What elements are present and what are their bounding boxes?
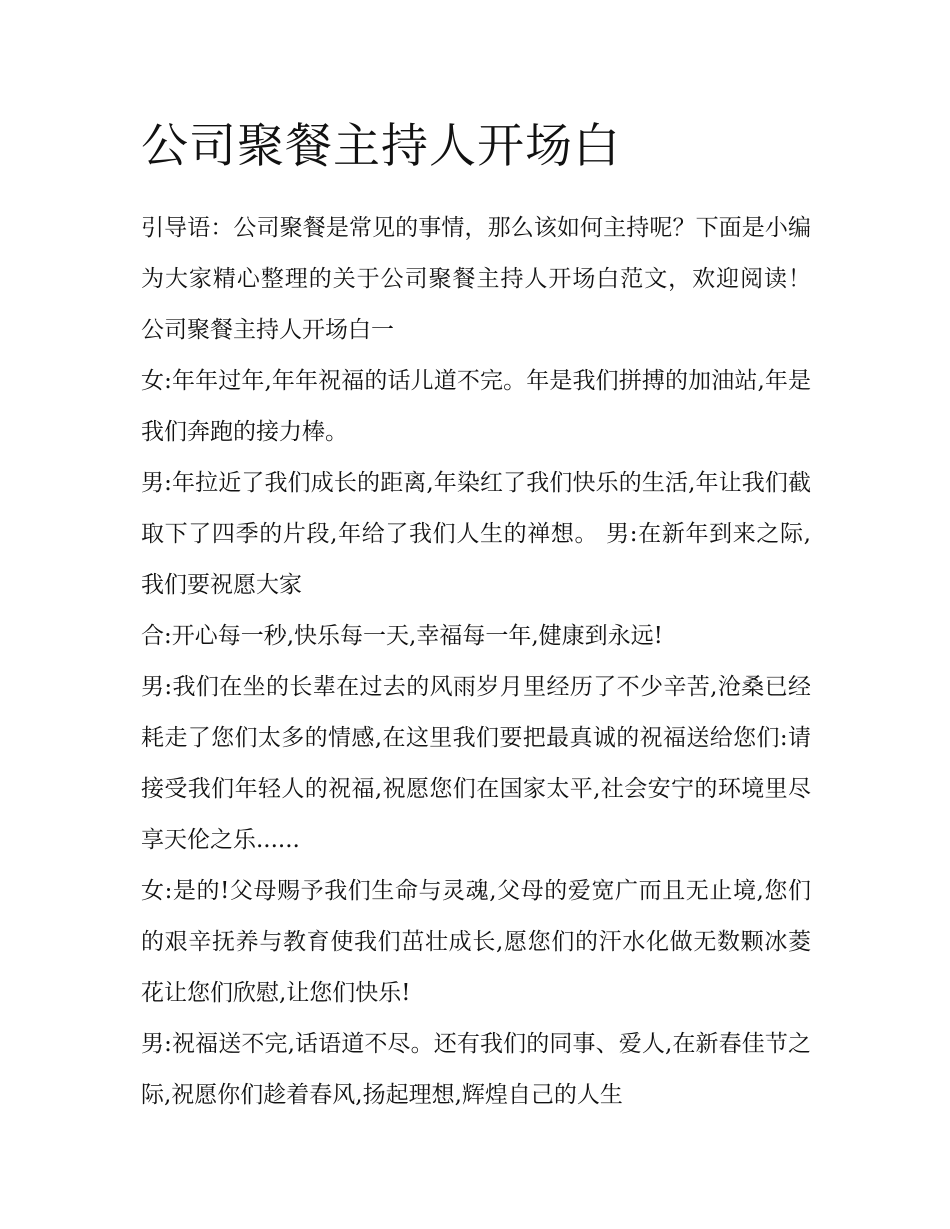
paragraph-female-2: 女:是的!父母赐予我们生命与灵魂,父母的爱宽广而且无止境,您们的艰辛抚养与教育使我们茁壮成长,愿您们的汗水化做无数颗冰菱花让您们欣慰,让您们快乐!: [141, 878, 811, 1006]
paragraph-female-1: 女:年年过年,年年祝福的话儿道不完。年是我们拼搏的加油站,年是我们奔跑的接力棒。: [141, 368, 811, 445]
paragraph-male-2: 男:我们在坐的长辈在过去的风雨岁月里经历了不少辛苦,沧桑已经耗走了您们太多的情感,在这里我们要把最真诚的祝福送给您们:请接受我们年轻人的祝福,祝愿您们在国家太平,社会安宁的环境里尽享天伦之乐......: [141, 674, 811, 853]
paragraph-male-3: 男:祝福送不完,话语道不尽。还有我们的同事、爱人,在新春佳节之际,祝愿你们趁着春风,扬起理想,辉煌自己的人生: [141, 1031, 811, 1108]
paragraph-intro: 引导语：公司聚餐是常见的事情，那么该如何主持呢？下面是小编为大家精心整理的关于公司聚餐主持人开场白范文，欢迎阅读！ 公司聚餐主持人开场白一: [141, 215, 811, 343]
document-title: 公司聚餐主持人开场白: [141, 119, 621, 174]
paragraph-together: 合:开心每一秒,快乐每一天,幸福每一年,健康到永远!: [141, 623, 663, 649]
title-spacer: [141, 182, 811, 203]
paragraph-male-1: 男:年拉近了我们成长的距离,年染红了我们快乐的生活,年让我们截取下了四季的片段,年给了我们人生的禅想。 男:在新年到来之际,我们要祝愿大家: [141, 470, 811, 598]
document-body: [141, 112, 811, 1121]
